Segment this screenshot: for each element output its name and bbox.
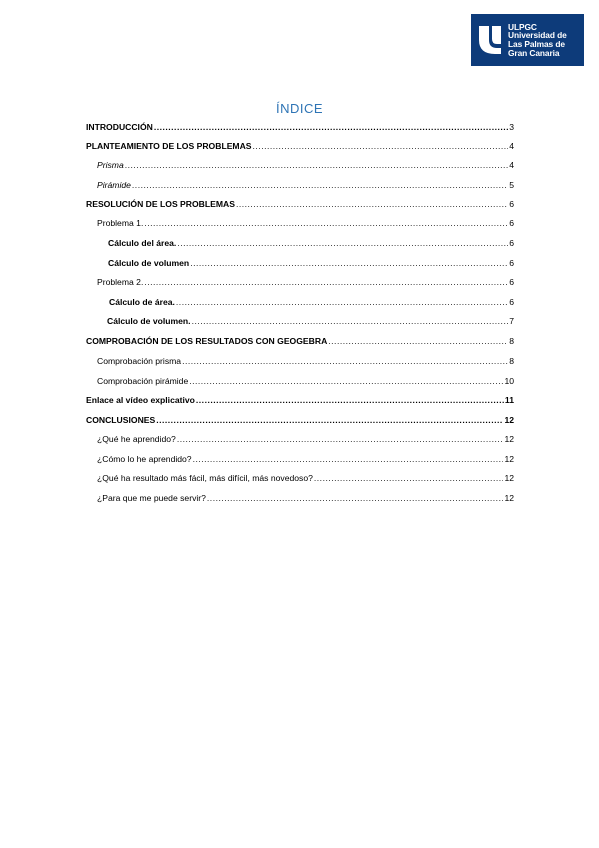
toc-entry[interactable]: [97, 180, 514, 191]
toc-leader: [132, 180, 508, 191]
toc-entry-page: 6: [509, 218, 514, 228]
toc-entry-page: 8: [509, 336, 514, 346]
toc-leader: [176, 297, 508, 308]
toc-entry-page: 3: [509, 122, 514, 132]
toc-entry[interactable]: [86, 336, 514, 347]
toc-entry-page: 4: [509, 160, 514, 170]
toc-entry-page: 5: [509, 180, 514, 190]
toc-entry[interactable]: [97, 218, 514, 229]
toc-entry-label: Cálculo de volumen.: [107, 316, 191, 326]
toc-entry[interactable]: [108, 238, 514, 249]
toc-entry-page: 12: [504, 434, 514, 444]
toc-leader: [182, 356, 508, 367]
toc-entry-label: RESOLUCIÓN DE LOS PROBLEMAS: [86, 199, 235, 209]
toc-entry-label: Cálculo de volumen: [108, 258, 190, 268]
logo-text: [508, 23, 567, 57]
toc-entry[interactable]: [97, 434, 514, 445]
toc-leader: [125, 160, 508, 171]
toc-entry[interactable]: [97, 160, 514, 171]
toc-entry-page: 6: [509, 238, 514, 248]
toc-leader: [207, 493, 504, 504]
toc-entry[interactable]: [86, 395, 514, 406]
toc-leader: [196, 395, 504, 406]
toc-leader: [192, 316, 509, 327]
toc-entry[interactable]: [97, 356, 514, 367]
toc-entry-page: 4: [509, 141, 514, 151]
toc-entry[interactable]: [107, 316, 514, 327]
toc-entry-label: CONCLUSIONES: [86, 415, 156, 425]
toc-entry-label: Problema 2.: [97, 277, 144, 287]
toc-entry[interactable]: [86, 199, 514, 210]
toc-entry-page: 10: [504, 376, 514, 386]
toc-entry-page: 7: [509, 316, 514, 326]
toc-entry-page: 6: [509, 258, 514, 268]
toc-entry-label: Cálculo del área.: [108, 238, 177, 248]
toc-entry-label: Cálculo de área.: [109, 297, 175, 307]
toc-leader: [177, 238, 508, 249]
toc-entry[interactable]: [97, 454, 514, 465]
toc-entry[interactable]: [108, 258, 514, 269]
toc-leader: [253, 141, 509, 152]
logo-line-4: Gran Canaria: [508, 47, 560, 58]
toc-entry-page: 12: [504, 473, 514, 483]
toc-entry[interactable]: [97, 473, 514, 484]
toc-leader: [156, 415, 503, 426]
toc-entry-label: Comprobación prisma: [97, 356, 182, 366]
toc-entry[interactable]: [97, 376, 514, 387]
logo-line-2: Universidad de: [508, 30, 567, 41]
toc-entry-page: 6: [509, 297, 514, 307]
toc-entry-page: 6: [509, 277, 514, 287]
toc-entry-label: Problema 1.: [97, 218, 144, 228]
toc-leader: [328, 336, 508, 347]
toc-entry-label: Comprobación pirámide: [97, 376, 189, 386]
page-title: ÍNDICE: [275, 101, 324, 116]
toc-leader: [236, 199, 508, 210]
toc-entry-label: COMPROBACIÓN DE LOS RESULTADOS CON GEOGEBRA: [86, 336, 328, 346]
toc-leader: [314, 473, 504, 484]
toc-entry[interactable]: [86, 415, 514, 426]
toc-leader: [144, 218, 508, 229]
logo-line-1: ULPGC: [508, 21, 537, 32]
toc-entry-page: 6: [509, 199, 514, 209]
toc-entry[interactable]: [86, 122, 514, 133]
toc-entry-page: 12: [504, 454, 514, 464]
toc-entry-label: Pirámide: [97, 180, 131, 190]
toc-entry[interactable]: [97, 493, 514, 504]
toc-entry-label: ¿Para que me puede servir?: [97, 493, 206, 503]
ulpgc-emblem-icon: [475, 22, 505, 58]
toc-leader: [189, 376, 503, 387]
toc-entry-label: PLANTEAMIENTO DE LOS PROBLEMAS: [86, 141, 252, 151]
logo-line-3: Las Palmas de: [508, 39, 565, 49]
toc-entry-page: 11: [504, 395, 514, 405]
toc-entry-label: ¿Qué ha resultado más fácil, más difícil, más novedoso?: [97, 473, 313, 483]
toc-entry-label: ¿Cómo lo he aprendido?: [97, 454, 192, 464]
toc-leader: [193, 454, 504, 465]
toc-entry-page: 12: [504, 493, 514, 503]
toc-entry-page: 12: [504, 415, 514, 425]
toc-entry-label: INTRODUCCIÓN: [86, 122, 153, 132]
ulpgc-logo: [471, 14, 584, 66]
toc-leader: [177, 434, 504, 445]
toc-entry-label: ¿Qué he aprendido?: [97, 434, 176, 444]
toc-entry-label: Enlace al vídeo explicativo: [86, 395, 195, 405]
toc-entry[interactable]: [86, 141, 514, 152]
toc-entry-label: Prisma: [97, 160, 124, 170]
toc-entry-page: 8: [509, 356, 514, 366]
toc-entry[interactable]: [109, 297, 514, 308]
toc-leader: [144, 277, 508, 288]
toc-leader: [154, 122, 508, 133]
toc-entry[interactable]: [97, 277, 514, 288]
toc-leader: [190, 258, 508, 269]
